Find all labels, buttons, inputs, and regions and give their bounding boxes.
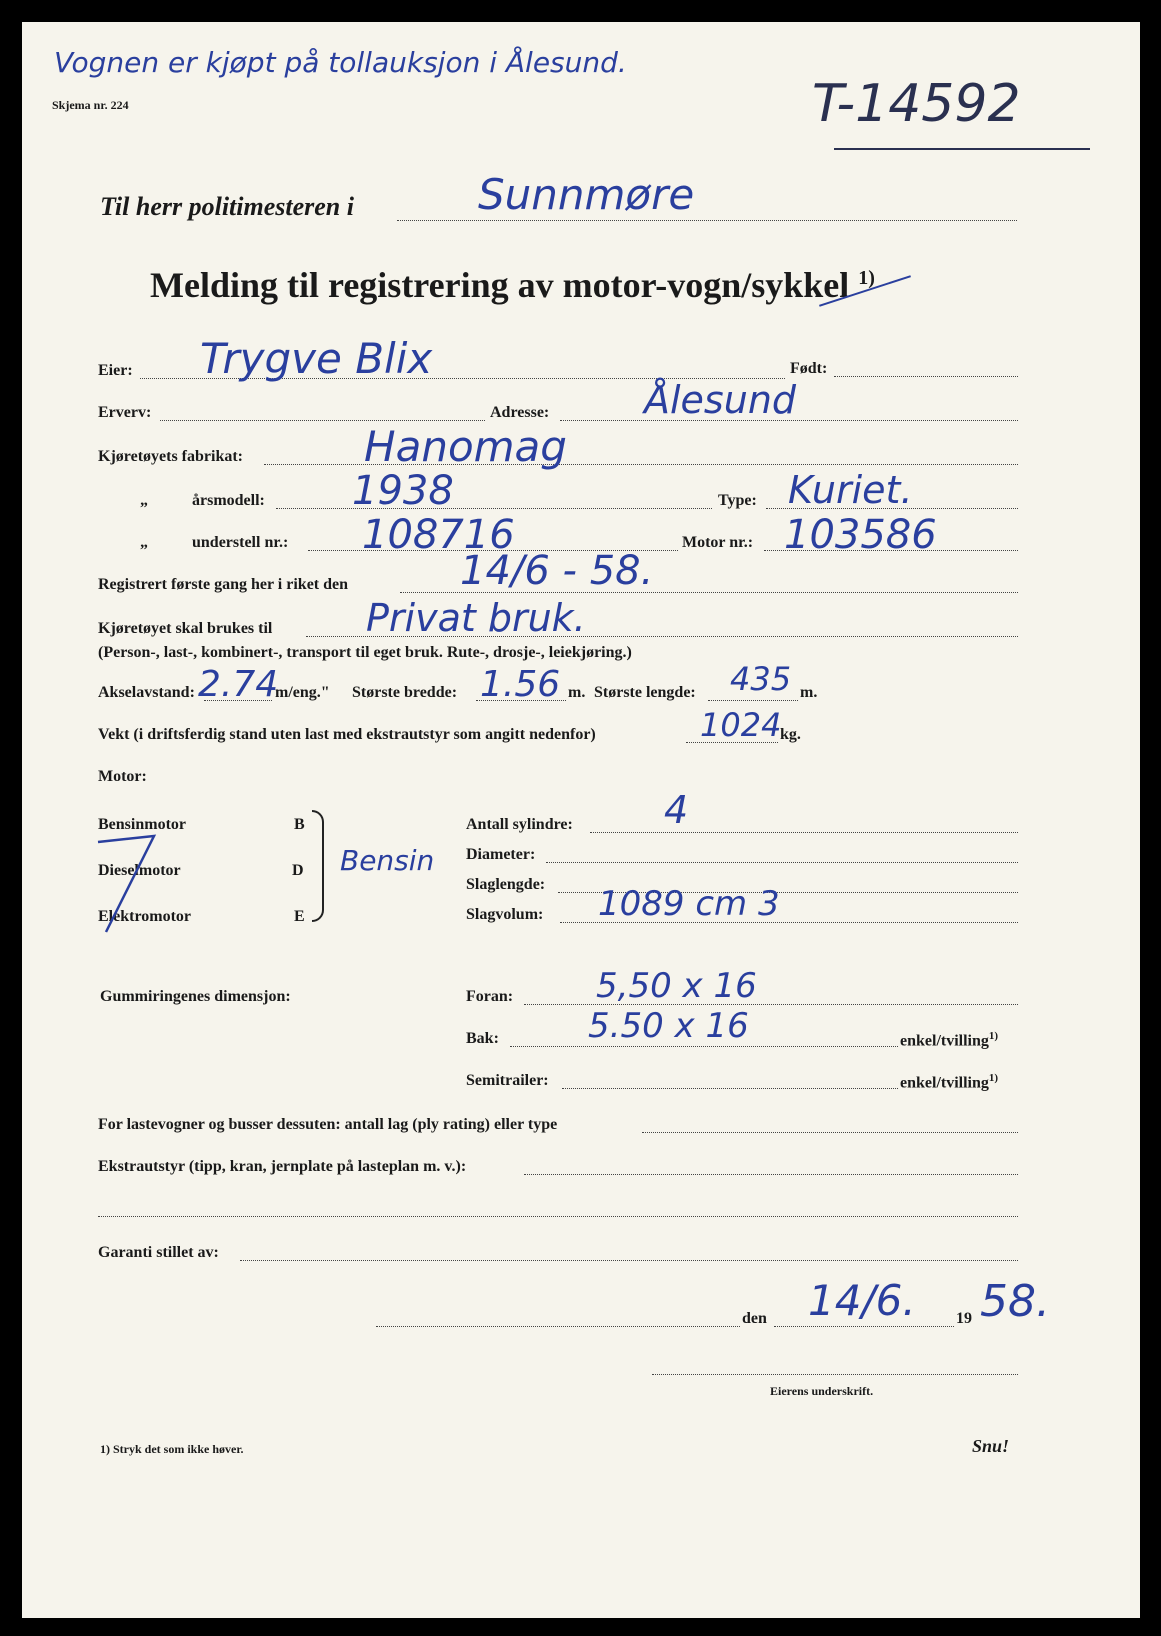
ekstrautstyr-line xyxy=(524,1174,1018,1175)
eier-value: Trygve Blix xyxy=(200,334,433,383)
erverv-label: Erverv: xyxy=(98,404,152,421)
ekstrautstyr-line-2 xyxy=(98,1216,1018,1217)
semitrailer-line xyxy=(562,1088,898,1089)
snu-label: Snu! xyxy=(972,1436,1010,1456)
bak-label: Bak: xyxy=(466,1030,499,1047)
lengde-label: Største lengde: xyxy=(594,684,696,701)
sylindre-value: 4 xyxy=(664,788,689,832)
bredde-unit: m. xyxy=(568,684,586,701)
motor-type-value: Bensin xyxy=(340,844,435,877)
form-title-footnote: 1) xyxy=(858,267,875,289)
bredde-label: Største bredde: xyxy=(352,684,458,701)
bak-value: 5.50 x 16 xyxy=(588,1006,749,1046)
den-label: den xyxy=(742,1310,767,1327)
brukes-value: Privat bruk. xyxy=(366,596,586,640)
lastevogner-label: For lastevogner og busser dessuten: antall lag (ply rating) eller type xyxy=(98,1116,558,1133)
foran-label: Foran: xyxy=(466,988,514,1005)
motor-brace-top xyxy=(312,810,324,866)
motor-brace-bottom xyxy=(312,864,324,922)
lengde-line xyxy=(708,700,798,701)
ekstrautstyr-label: Ekstrautstyr (tipp, kran, jernplate på lasteplan m. v.): xyxy=(98,1158,467,1175)
aksel-unit: m/eng." xyxy=(275,684,330,701)
eier-label: Eier: xyxy=(98,362,133,379)
lengde-unit: m. xyxy=(800,684,818,701)
diameter-label: Diameter: xyxy=(466,846,536,863)
bak-enkel-tvilling-text: enkel/tvilling xyxy=(900,1032,989,1050)
sylindre-label: Antall sylindre: xyxy=(466,816,573,833)
adresse-label: Adresse: xyxy=(490,404,550,421)
handwritten-note: Vognen er kjøpt på tollauksjon i Ålesund. xyxy=(54,46,627,79)
place-line xyxy=(376,1326,740,1327)
slagvolum-label: Slagvolum: xyxy=(466,906,544,923)
addressee-label: Til herr politimesteren i xyxy=(100,192,354,221)
registration-form xyxy=(22,22,1140,1618)
bak-footnote: 1) xyxy=(988,1030,999,1042)
type-value: Kuriet. xyxy=(788,468,913,512)
brukes-note: (Person-, last-, kombinert-, transport til eget bruk. Rute-, drosje-, leiekjøring.) xyxy=(98,644,632,661)
ditto-mark-2: „ xyxy=(140,534,148,551)
fabrikat-value: Hanomag xyxy=(364,422,567,471)
addressee-value: Sunnmøre xyxy=(478,170,695,219)
date-value: 14/6. xyxy=(808,1276,916,1325)
bredde-value: 1.56 xyxy=(480,664,561,705)
addressee-line xyxy=(397,220,1017,221)
signature-line xyxy=(652,1374,1018,1375)
elektromotor-label: Elektromotor xyxy=(98,908,192,925)
strike-mark-icon xyxy=(92,832,162,938)
fodt-label: Født: xyxy=(790,360,828,377)
semitrailer-enkel-tvilling xyxy=(900,1072,998,1092)
semitrailer-enkel-tvilling-text: enkel/tvilling xyxy=(900,1074,989,1092)
bensinmotor-label: Bensinmotor xyxy=(98,816,186,833)
semitrailer-label: Semitrailer: xyxy=(466,1072,549,1089)
motor-label: Motor: xyxy=(98,768,147,785)
motor-nr-value: 103586 xyxy=(784,512,937,558)
slaglengde-label: Slaglengde: xyxy=(466,876,546,893)
bak-enkel-tvilling xyxy=(900,1030,998,1050)
lengde-value: 435 xyxy=(730,660,792,698)
registrert-label: Registrert første gang her i riket den xyxy=(98,576,349,593)
year-prefix: 19 xyxy=(956,1310,972,1327)
year-value: 58. xyxy=(980,1276,1050,1327)
bak-line xyxy=(510,1046,898,1047)
bensinmotor-code: B xyxy=(294,816,305,833)
sylindre-line xyxy=(590,832,1018,833)
aarsmodell-value: 1938 xyxy=(352,468,454,514)
registration-number-underline xyxy=(834,148,1090,150)
vekt-value: 1024 xyxy=(700,706,782,744)
elektromotor-code: E xyxy=(294,908,305,925)
tires-label: Gummiringenes dimensjon: xyxy=(100,988,291,1005)
fodt-line xyxy=(834,376,1018,377)
aarsmodell-line xyxy=(276,508,712,509)
slagvolum-value: 1089 cm 3 xyxy=(598,884,780,924)
dieselmotor-code: D xyxy=(292,862,304,879)
diameter-line xyxy=(546,862,1018,863)
vekt-label: Vekt (i driftsferdig stand uten last med ekstrautstyr som angitt nedenfor) xyxy=(98,726,596,743)
vekt-unit: kg. xyxy=(780,726,801,743)
dieselmotor-label: Dieselmotor xyxy=(98,862,181,879)
registration-number: T-14592 xyxy=(812,74,1021,134)
garanti-label: Garanti stillet av: xyxy=(98,1244,219,1261)
garanti-line xyxy=(240,1260,1018,1261)
date-line xyxy=(774,1326,954,1327)
signature-label: Eierens underskrift. xyxy=(770,1384,874,1398)
type-label: Type: xyxy=(718,492,757,509)
aarsmodell-label: årsmodell: xyxy=(192,492,265,509)
foran-value: 5,50 x 16 xyxy=(596,966,757,1006)
erverv-line xyxy=(160,420,485,421)
semitrailer-footnote: 1) xyxy=(988,1072,999,1084)
fabrikat-label: Kjøretøyets fabrikat: xyxy=(98,448,243,465)
form-title xyxy=(150,264,875,306)
understell-value: 108716 xyxy=(362,512,515,558)
motor-nr-label: Motor nr.: xyxy=(682,534,754,551)
lastevogner-line xyxy=(642,1132,1018,1133)
brukes-label: Kjøretøyet skal brukes til xyxy=(98,620,273,637)
adresse-value: Ålesund xyxy=(644,378,797,422)
aksel-value: 2.74 xyxy=(198,664,279,705)
registrert-value: 14/6 - 58. xyxy=(460,548,654,594)
ditto-mark-1: „ xyxy=(140,492,148,509)
understell-label: understell nr.: xyxy=(192,534,289,551)
form-title-text: Melding til registrering av motor-vogn/sykkel xyxy=(150,265,850,305)
form-number: Skjema nr. 224 xyxy=(52,98,129,112)
footnote: 1) Stryk det som ikke høver. xyxy=(100,1442,244,1456)
aksel-label: Akselavstand: xyxy=(98,684,195,701)
